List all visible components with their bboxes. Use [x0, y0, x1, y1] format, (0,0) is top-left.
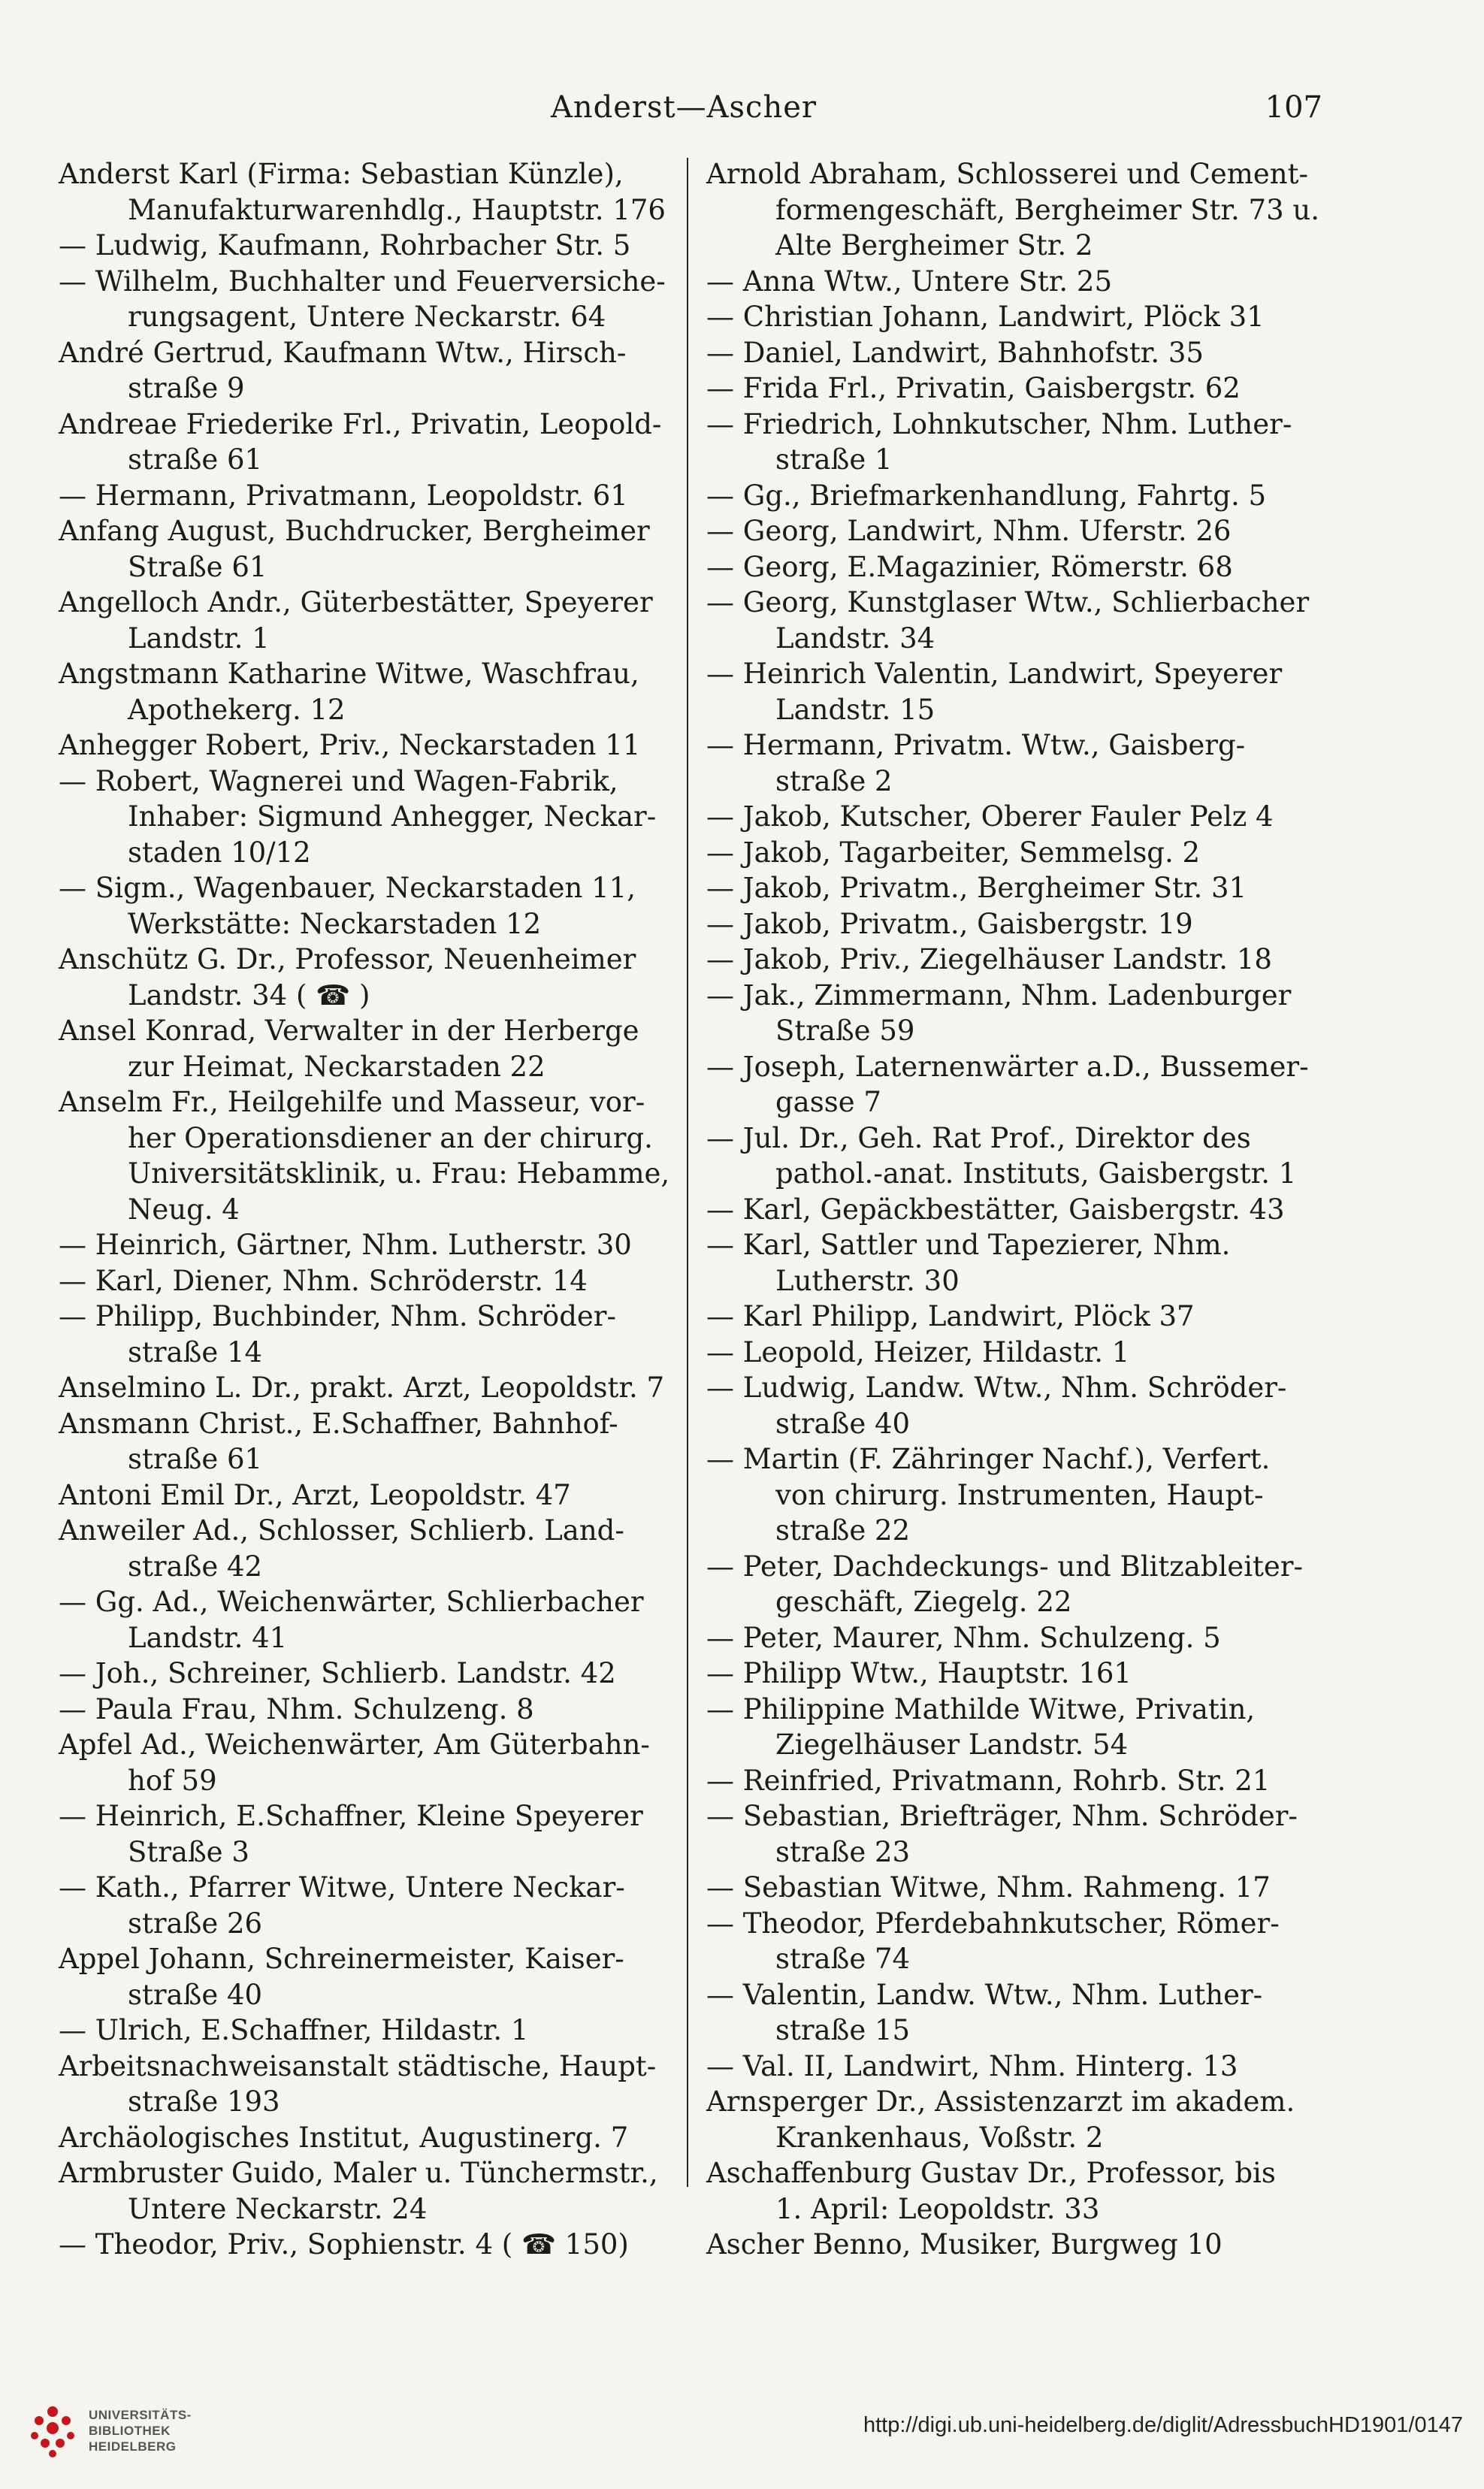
- entry-line: Anselmino L. Dr., prakt. Arzt, Leopoldstr. 7: [59, 1372, 665, 1404]
- entry-line: Archäologisches Institut, Augustinerg. 7: [59, 2121, 629, 2154]
- directory-entry: [59, 1406, 697, 1477]
- entry-line: Ansmann Christ., E.Schaffner, Bahnhof-: [59, 1407, 618, 1440]
- source-url-link[interactable]: http://digi.ub.uni-heidelberg.de/diglit/AdressbuchHD1901/0147: [863, 2413, 1463, 2437]
- entry-continuation-line: Landstr. 34 ( ☎ ): [128, 978, 370, 1012]
- entry-line: Apfel Ad., Weichenwärter, Am Güterbahn-: [59, 1728, 650, 1761]
- directory-entry: [59, 478, 697, 514]
- directory-entry: [59, 656, 697, 727]
- entry-continuation-line: her Operationsdiener an der chirurg.: [128, 1121, 653, 1154]
- directory-entry: [59, 1263, 697, 1299]
- directory-entry: [59, 1798, 697, 1870]
- running-head: Anderst—Ascher: [550, 90, 818, 125]
- directory-entry: [706, 1192, 1345, 1228]
- entry-continuation-line: geschäft, Ziegelg. 22: [775, 1586, 1072, 1618]
- directory-entry: [59, 1013, 697, 1084]
- entry-continuation-line: straße 23: [775, 1835, 911, 1868]
- directory-entry: [59, 513, 697, 585]
- entry-continuation-line: Lutherstr. 30: [775, 1264, 960, 1297]
- entry-line: — Georg, Kunstglaser Wtw., Schlierbacher: [706, 586, 1310, 618]
- directory-entry: [706, 2155, 1345, 2227]
- entry-line: Arnsperger Dr., Assistenzarzt im akadem.: [706, 2085, 1295, 2118]
- entry-continuation-line: hof 59: [128, 1764, 217, 1797]
- entry-line: — Hermann, Privatm. Wtw., Gaisberg-: [706, 729, 1246, 761]
- entry-continuation-line: straße 40: [128, 1978, 263, 2011]
- entry-line: — Leopold, Heizer, Hildastr. 1: [706, 1335, 1130, 1368]
- directory-entry: [706, 906, 1345, 942]
- entry-line: — Georg, E.Magazinier, Römerstr. 68: [706, 550, 1233, 583]
- directory-entry: [706, 727, 1345, 799]
- entry-continuation-line: straße 61: [128, 1443, 263, 1475]
- entry-continuation-line: Inhaber: Sigmund Anhegger, Neckar-: [128, 800, 657, 833]
- entry-continuation-line: zur Heimat, Neckarstaden 22: [128, 1050, 546, 1083]
- entry-continuation-line: Landstr. 34: [775, 621, 935, 655]
- directory-entry: [59, 1584, 697, 1656]
- directory-entry: [59, 1370, 697, 1406]
- directory-entry: [706, 1906, 1345, 1977]
- directory-entry: [706, 1370, 1345, 1441]
- entry-continuation-line: Neug. 4: [128, 1193, 240, 1226]
- entry-line: — Karl, Diener, Nhm. Schröderstr. 14: [59, 1264, 588, 1297]
- directory-entry: [706, 2049, 1345, 2085]
- entry-line: — Sebastian, Briefträger, Nhm. Schröder-: [706, 1800, 1298, 1832]
- entry-continuation-line: straße 74: [775, 1943, 911, 1975]
- entry-continuation-line: gasse 7: [775, 1086, 881, 1118]
- directory-entry: [706, 870, 1345, 906]
- entry-line: — Paula Frau, Nhm. Schulzeng. 8: [59, 1692, 534, 1725]
- directory-entry: [706, 335, 1345, 371]
- entry-continuation-line: straße 14: [128, 1335, 263, 1368]
- directory-entry: [706, 1656, 1345, 1692]
- entry-continuation-line: straße 22: [775, 1514, 911, 1547]
- directory-entry: [59, 2120, 697, 2156]
- entry-line: — Reinfried, Privatmann, Rohrb. Str. 21: [706, 1764, 1271, 1797]
- directory-entry: [59, 585, 697, 656]
- entry-line: — Georg, Landwirt, Nhm. Uferstr. 26: [706, 515, 1232, 547]
- entry-line: — Friedrich, Lohnkutscher, Nhm. Luther-: [706, 407, 1292, 440]
- entry-line: Anderst Karl (Firma: Sebastian Künzle),: [59, 158, 624, 190]
- entry-line: — Valentin, Landw. Wtw., Nhm. Luther-: [706, 1978, 1263, 2011]
- entry-line: — Theodor, Pferdebahnkutscher, Römer-: [706, 1907, 1280, 1940]
- entry-line: — Gg. Ad., Weichenwärter, Schlierbacher: [59, 1586, 644, 1618]
- directory-entry: [706, 1798, 1345, 1870]
- entry-line: Appel Johann, Schreinermeister, Kaiser-: [59, 1943, 624, 1975]
- directory-entry: [706, 835, 1345, 871]
- left-column: [59, 156, 697, 2263]
- entry-line: — Heinrich Valentin, Landwirt, Speyerer: [706, 658, 1283, 690]
- entry-continuation-line: Ziegelhäuser Landstr. 54: [775, 1728, 1129, 1761]
- entry-line: — Jul. Dr., Geh. Rat Prof., Direktor des: [706, 1121, 1251, 1154]
- directory-entry: [706, 264, 1345, 300]
- directory-entry: [59, 1477, 697, 1514]
- page-header: [45, 75, 1322, 135]
- entry-line: — Sebastian Witwe, Nhm. Rahmeng. 17: [706, 1871, 1271, 1904]
- directory-entry: [59, 407, 697, 478]
- entry-line: — Jakob, Kutscher, Oberer Fauler Pelz 4: [706, 800, 1274, 833]
- entry-continuation-line: 1. April: Leopoldstr. 33: [775, 2192, 1100, 2225]
- entry-line: Anfang August, Buchdrucker, Bergheimer: [59, 515, 650, 547]
- entry-line: — Jakob, Privatm., Gaisbergstr. 19: [706, 907, 1193, 940]
- directory-entry: [706, 1977, 1345, 2049]
- directory-entry: [59, 1941, 697, 2013]
- entry-continuation-line: staden 10/12: [128, 836, 311, 869]
- entry-continuation-line: straße 2: [775, 764, 893, 797]
- entry-line: — Robert, Wagnerei und Wagen-Fabrik,: [59, 764, 618, 797]
- entry-line: — Philipp Wtw., Hauptstr. 161: [706, 1657, 1132, 1689]
- entry-line: — Christian Johann, Landwirt, Plöck 31: [706, 301, 1265, 333]
- entry-continuation-line: straße 15: [775, 2014, 911, 2046]
- entry-line: — Jak., Zimmermann, Nhm. Ladenburger: [706, 978, 1292, 1012]
- directory-entry: [706, 1335, 1345, 1371]
- right-column: [706, 156, 1345, 2263]
- entry-line: — Hermann, Privatmann, Leopoldstr. 61: [59, 479, 628, 512]
- entry-continuation-line: straße 42: [128, 1550, 263, 1583]
- directory-entry: [706, 478, 1345, 514]
- library-name: [89, 2407, 192, 2454]
- directory-entry: [59, 2013, 697, 2049]
- entry-continuation-line: straße 1: [775, 443, 893, 476]
- entry-continuation-line: Straße 3: [128, 1835, 249, 1868]
- directory-entry: [59, 2049, 697, 2120]
- directory-entry: [59, 942, 697, 1013]
- directory-entry: [59, 1084, 697, 1227]
- entry-continuation-line: Alte Bergheimer Str. 2: [775, 229, 1093, 262]
- directory-entry: [706, 942, 1345, 978]
- entry-line: — Jakob, Priv., Ziegelhäuser Landstr. 18: [706, 943, 1272, 975]
- directory-entry: [706, 156, 1345, 264]
- directory-entry: [706, 1870, 1345, 1906]
- directory-entry: [706, 299, 1345, 335]
- page-number: 107: [1265, 90, 1322, 125]
- library-name-line: UNIVERSITÄTS-: [89, 2408, 192, 2422]
- entry-continuation-line: rungsagent, Untere Neckarstr. 64: [128, 301, 606, 333]
- entry-continuation-line: straße 26: [128, 1907, 263, 1940]
- entry-line: — Heinrich, E.Schaffner, Kleine Speyerer: [59, 1800, 643, 1832]
- entry-line: — Peter, Maurer, Nhm. Schulzeng. 5: [706, 1621, 1221, 1654]
- entry-line: Angelloch Andr., Güterbestätter, Speyerer: [59, 586, 653, 618]
- entry-continuation-line: Werkstätte: Neckarstaden 12: [128, 907, 542, 940]
- directory-entry: [706, 1692, 1345, 1763]
- directory-entry: [59, 2155, 697, 2227]
- entry-line: Armbruster Guido, Maler u. Tünchermstr.,: [59, 2157, 658, 2189]
- directory-entry: [59, 1299, 697, 1370]
- directory-entry: [59, 156, 697, 228]
- entry-continuation-line: formengeschäft, Bergheimer Str. 73 u.: [775, 193, 1319, 226]
- entry-line: Arnold Abraham, Schlosserei und Cement-: [706, 158, 1308, 190]
- directory-entry: [706, 1049, 1345, 1121]
- entry-line: — Gg., Briefmarkenhandlung, Fahrtg. 5: [706, 479, 1267, 512]
- entry-continuation-line: Universitätsklinik, u. Frau: Hebamme,: [128, 1157, 670, 1190]
- entry-line: — Daniel, Landwirt, Bahnhofstr. 35: [706, 336, 1204, 369]
- entry-line: — Val. II, Landwirt, Nhm. Hinterg. 13: [706, 2049, 1238, 2082]
- entry-continuation-line: Apothekerg. 12: [128, 693, 346, 726]
- entry-line: — Heinrich, Gärtner, Nhm. Lutherstr. 30: [59, 1229, 632, 1261]
- directory-entry: [706, 1763, 1345, 1799]
- entry-line: Ansel Konrad, Verwalter in der Herberge: [59, 1015, 639, 1047]
- entry-continuation-line: Landstr. 15: [775, 693, 935, 726]
- entry-continuation-line: Straße 59: [775, 1015, 915, 1047]
- directory-entry: [59, 335, 697, 407]
- column-divider: [687, 158, 688, 2187]
- directory-entry: [59, 1513, 697, 1584]
- directory-entry: [59, 1227, 697, 1263]
- directory-entry: [59, 1656, 697, 1692]
- university-library-logo: [23, 2401, 83, 2461]
- entry-line: — Joseph, Laternenwärter a.D., Bussemer-: [706, 1050, 1309, 1083]
- entry-line: Anschütz G. Dr., Professor, Neuenheimer: [59, 943, 636, 975]
- directory-entry: [59, 2227, 697, 2263]
- entry-continuation-line: Untere Neckarstr. 24: [128, 2192, 428, 2225]
- directory-entry: [706, 585, 1345, 656]
- directory-entry: [706, 549, 1345, 585]
- entry-line: Aschaffenburg Gustav Dr., Professor, bis: [706, 2157, 1276, 2189]
- entry-continuation-line: Manufakturwarenhdlg., Hauptstr. 176: [128, 193, 666, 226]
- entry-line: — Joh., Schreiner, Schlierb. Landstr. 42: [59, 1657, 616, 1689]
- entry-line: Anhegger Robert, Priv., Neckarstaden 11: [59, 729, 641, 761]
- directory-entry: [706, 407, 1345, 478]
- directory-entry: [706, 1620, 1345, 1656]
- entry-line: — Wilhelm, Buchhalter und Feuerversiche-: [59, 265, 666, 298]
- entry-line: — Ulrich, E.Schaffner, Hildastr. 1: [59, 2014, 529, 2046]
- entry-line: — Philippine Mathilde Witwe, Privatin,: [706, 1692, 1256, 1725]
- entry-line: — Karl, Sattler und Tapezierer, Nhm.: [706, 1229, 1231, 1261]
- directory-entry: [706, 656, 1345, 727]
- directory-entry: [706, 1299, 1345, 1335]
- entry-continuation-line: straße 9: [128, 372, 245, 404]
- page-footer: [0, 2401, 1484, 2489]
- entry-line: André Gertrud, Kaufmann Wtw., Hirsch-: [59, 336, 627, 369]
- directory-entry: [706, 1549, 1345, 1620]
- entry-line: — Karl, Gepäckbestätter, Gaisbergstr. 43: [706, 1193, 1285, 1226]
- entry-line: — Peter, Dachdeckungs- und Blitzableiter-: [706, 1550, 1303, 1583]
- entry-continuation-line: pathol.-anat. Instituts, Gaisbergstr. 1: [775, 1157, 1297, 1190]
- directory-entry: [706, 1121, 1345, 1192]
- entry-line: Angstmann Katharine Witwe, Waschfrau,: [59, 658, 639, 690]
- entry-continuation-line: Landstr. 1: [128, 621, 270, 655]
- entry-line: — Jakob, Privatm., Bergheimer Str. 31: [706, 872, 1247, 904]
- directory-entry: [59, 1692, 697, 1728]
- entry-line: Ascher Benno, Musiker, Burgweg 10: [706, 2228, 1223, 2261]
- library-name-line: BIBLIOTHEK: [89, 2424, 171, 2438]
- entry-line: — Theodor, Priv., Sophienstr. 4 ( ☎ 150): [59, 2228, 629, 2261]
- directory-entry: [59, 727, 697, 764]
- library-name-line: HEIDELBERG: [89, 2439, 177, 2454]
- entry-line: — Jakob, Tagarbeiter, Semmelsg. 2: [706, 836, 1201, 869]
- directory-entry: [59, 870, 697, 942]
- directory-entry: [59, 764, 697, 871]
- entry-line: — Ludwig, Landw. Wtw., Nhm. Schröder-: [706, 1372, 1287, 1404]
- directory-entry: [706, 978, 1345, 1049]
- directory-entry: [706, 370, 1345, 407]
- directory-entry: [706, 2227, 1345, 2263]
- entry-line: Arbeitsnachweisanstalt städtische, Haupt-: [59, 2049, 657, 2082]
- directory-entry: [59, 1727, 697, 1798]
- entry-line: Anweiler Ad., Schlosser, Schlierb. Land-: [59, 1514, 624, 1547]
- directory-entry: [706, 799, 1345, 835]
- entry-line: — Philipp, Buchbinder, Nhm. Schröder-: [59, 1300, 616, 1332]
- entry-line: — Ludwig, Kaufmann, Rohrbacher Str. 5: [59, 229, 631, 262]
- entry-line: — Sigm., Wagenbauer, Neckarstaden 11,: [59, 872, 636, 904]
- entry-line: — Martin (F. Zähringer Nachf.), Verfert.: [706, 1443, 1271, 1475]
- directory-entry: [706, 2084, 1345, 2155]
- directory-entry: [706, 1441, 1345, 1549]
- entry-continuation-line: von chirurg. Instrumenten, Haupt-: [775, 1478, 1264, 1511]
- entry-continuation-line: straße 61: [128, 443, 263, 476]
- entry-line: Anselm Fr., Heilgehilfe und Masseur, vor-: [59, 1086, 645, 1118]
- directory-entry: [59, 264, 697, 335]
- entry-continuation-line: Landstr. 41: [128, 1621, 288, 1654]
- directory-entry: [706, 513, 1345, 549]
- entry-line: — Kath., Pfarrer Witwe, Untere Neckar-: [59, 1871, 625, 1904]
- entry-continuation-line: straße 193: [128, 2085, 280, 2118]
- entry-continuation-line: Straße 61: [128, 550, 267, 583]
- entry-continuation-line: Krankenhaus, Voßstr. 2: [775, 2121, 1104, 2154]
- entry-continuation-line: straße 40: [775, 1407, 911, 1440]
- directory-entry: [59, 228, 697, 264]
- entry-line: — Karl Philipp, Landwirt, Plöck 37: [706, 1300, 1195, 1332]
- directory-entry: [59, 1870, 697, 1941]
- directory-entry: [706, 1227, 1345, 1299]
- entry-line: — Anna Wtw., Untere Str. 25: [706, 265, 1112, 298]
- entry-line: — Frida Frl., Privatin, Gaisbergstr. 62: [706, 372, 1241, 404]
- entry-line: Andreae Friederike Frl., Privatin, Leopold-: [59, 407, 662, 440]
- entry-line: Antoni Emil Dr., Arzt, Leopoldstr. 47: [59, 1478, 571, 1511]
